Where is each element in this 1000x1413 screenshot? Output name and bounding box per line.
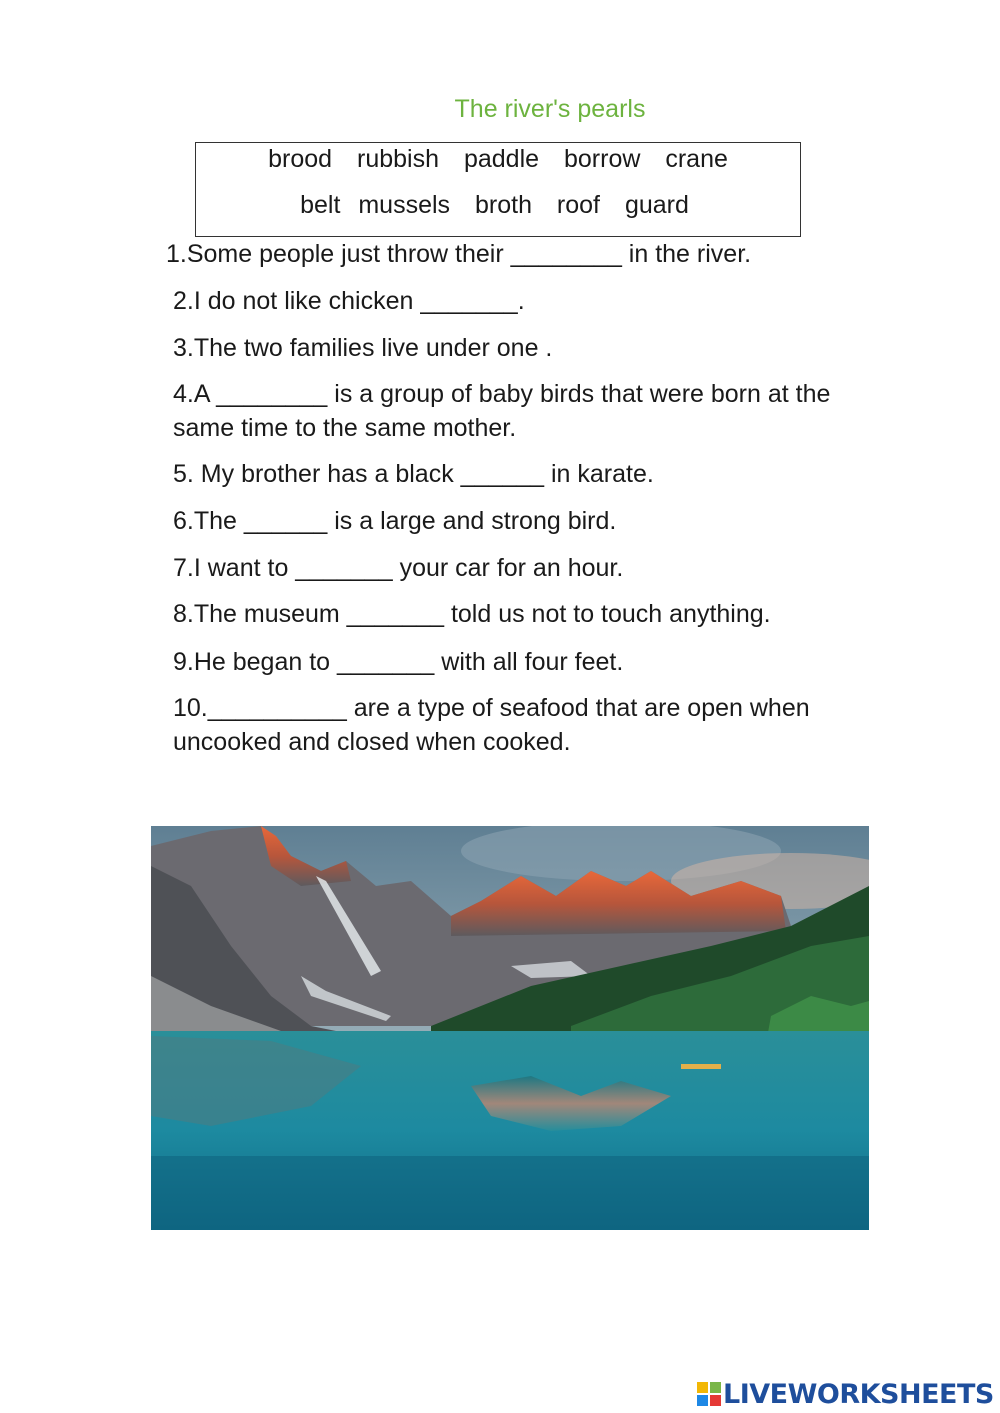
question-1: 1.Some people just throw their ________ in the river. <box>166 240 752 268</box>
question-5: 5. My brother has a black ______ in karate. <box>173 460 654 488</box>
worksheet-title: The river's pearls <box>454 95 646 123</box>
word-bank-word: broth <box>474 191 532 219</box>
word-bank-word: borrow <box>563 145 641 173</box>
word-bank-word: crane <box>665 145 728 173</box>
question-8: 8.The museum _______ told us not to touch anything. <box>173 600 771 628</box>
liveworksheets-brand <box>697 1376 994 1412</box>
word-bank-word: roof <box>556 191 601 219</box>
question-7: 7.I want to _______ your car for an hour. <box>173 554 624 582</box>
question-3: 3.The two families live under one . <box>173 334 553 362</box>
word-bank-word: paddle <box>463 145 540 173</box>
word-bank-word: guard <box>624 191 689 219</box>
word-bank-word: belt <box>300 191 341 219</box>
question-2: 2.I do not like chicken _______. <box>173 287 525 315</box>
question-4: 4.A ________ is a group of baby birds that were born at the same time to the same mother. <box>173 380 831 442</box>
word-bank-row-1 <box>196 145 800 174</box>
mountain-lake-photo <box>151 826 869 1230</box>
brand-text: LIVEWORKSHEETS <box>723 1378 994 1410</box>
word-bank-word: brood <box>268 145 333 173</box>
word-bank-word: rubbish <box>357 145 439 173</box>
question-10: 10.__________ are a type of seafood that are open when uncooked and closed when cooked. <box>173 694 810 756</box>
word-bank-row-2 <box>196 191 800 220</box>
liveworksheets-logo-icon <box>697 1382 721 1406</box>
word-bank-word: mussels <box>358 191 451 219</box>
question-9: 9.He began to _______ with all four feet. <box>173 648 624 676</box>
question-6: 6.The ______ is a large and strong bird. <box>173 507 617 535</box>
word-bank <box>195 142 801 237</box>
